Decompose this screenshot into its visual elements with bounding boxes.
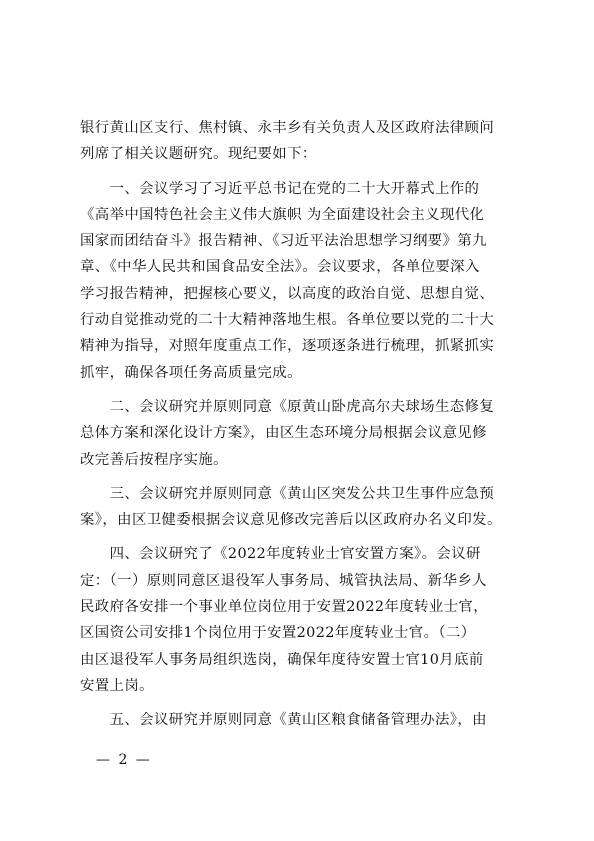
text-line: 定：（一）原则同意区退役军人事务局、城管执法局、新华乡人 [80, 572, 487, 589]
text-line: 安置上岗。 [80, 677, 154, 694]
text-line: 银行黄山区支行、焦村镇、永丰乡有关负责人及区政府法律顾问 [80, 120, 495, 136]
text-line: 四、会议研究了《2022年度转业士官安置方案》。会议研 [80, 546, 481, 563]
text-line: 总体方案和深化设计方案》，由区生态环境分局根据会议意见修 [80, 425, 487, 442]
text-line: 一、会议学习了习近平总书记在党的二十大开幕式上作的 [80, 180, 480, 197]
text-line: 改完善后按程序实施。 [80, 451, 228, 468]
text-line: 案》，由区卫健委根据会议意见修改完善后以区政府办名义印发。 [80, 512, 502, 529]
text-line: 行动自觉推动党的二十大精神落地生根。各单位要以党的二十大 [80, 312, 495, 329]
text-line: 章、《中华人民共和国食品安全法》。会议要求，各单位要深入 [80, 259, 480, 276]
text-line: 二、会议研究并原则同意《原黄山卧虎高尔夫球场生态修复 [80, 398, 495, 415]
text-line: 民政府各安排一个事业单位岗位用于安置2022年度转业士官， [80, 599, 488, 616]
text-line: 五、会议研究并原则同意《黄山区粮食储备管理办法》，由 [80, 712, 487, 729]
text-line: 三、会议研究并原则同意《黄山区突发公共卫生事件应急预 [80, 485, 495, 502]
document-body [80, 115, 518, 734]
text-line: 学习报告精神，把握核心要义，以高度的政治自觉、思想自觉、 [80, 285, 495, 302]
text-line: 区国资公司安排1个岗位用于安置2022年度转业士官。（二） [80, 625, 476, 642]
text-line: 抓牢，确保各项任务高质量完成。 [80, 364, 302, 381]
text-line: 《高举中国特色社会主义伟大旗帜 为全面建设社会主义现代化 [80, 206, 485, 223]
page-number: — 2 — [96, 752, 152, 768]
text-line: 列席了相关议题研究。现纪要如下： [80, 146, 317, 163]
text-line: 由区退役军人事务局组织选岗，确保年度待安置士官10月底前 [80, 651, 484, 668]
text-line: 国家而团结奋斗》报告精神、《习近平法治思想学习纲要》第九 [80, 233, 487, 250]
text-line: 精神为指导，对照年度重点工作，逐项逐条进行梳理，抓紧抓实 [80, 338, 495, 355]
